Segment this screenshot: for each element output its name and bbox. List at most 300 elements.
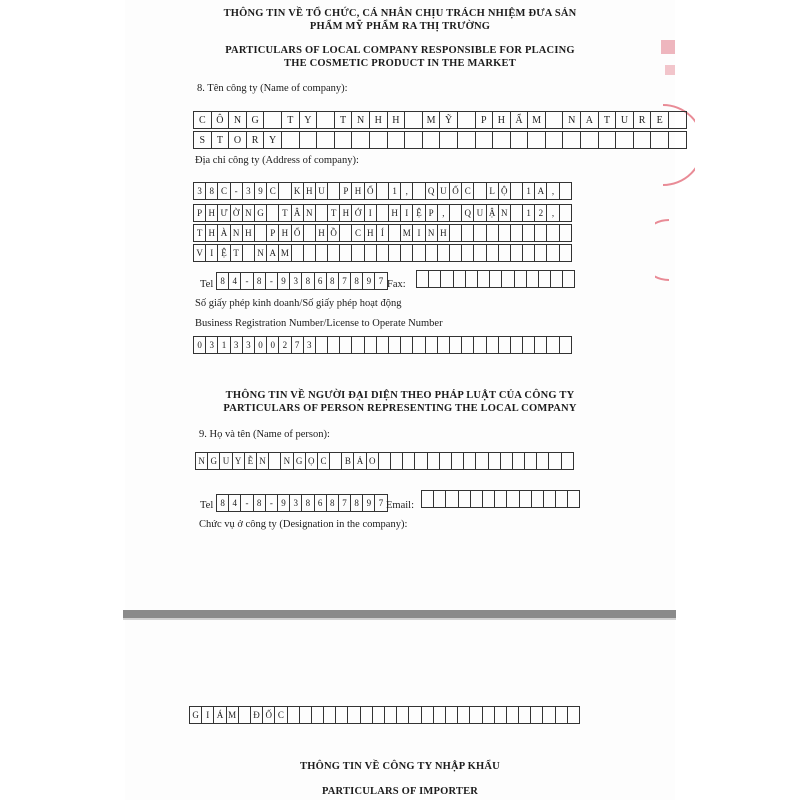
grid-cell [462, 224, 474, 242]
grid-cell: H [243, 224, 255, 242]
grid-cell: U [316, 182, 328, 200]
grid-cell [651, 131, 669, 149]
address-row-1 [193, 182, 572, 200]
grid-cell: I [365, 204, 377, 222]
grid-cell [487, 224, 499, 242]
fax-digits [416, 270, 575, 288]
grid-cell [317, 111, 335, 129]
grid-cell: - [241, 494, 253, 512]
grid-cell [312, 706, 324, 724]
grid-cell [365, 336, 377, 354]
grid-cell: N [196, 452, 208, 470]
grid-cell [459, 490, 471, 508]
grid-cell [373, 706, 385, 724]
license-label-vi: Số giấy phép kinh doanh/Số giấy phép hoạt động [195, 298, 402, 309]
grid-cell [476, 131, 494, 149]
grid-cell: T [194, 224, 206, 242]
grid-cell: 4 [229, 494, 241, 512]
grid-cell [474, 244, 486, 262]
grid-cell [511, 182, 523, 200]
grid-cell: C [462, 182, 474, 200]
grid-cell: Ộ [499, 182, 511, 200]
grid-cell: 8 [351, 494, 363, 512]
grid-cell: U [220, 452, 232, 470]
grid-cell [568, 490, 580, 508]
grid-cell [549, 452, 561, 470]
grid-cell [634, 131, 652, 149]
grid-cell: R [634, 111, 652, 129]
grid-cell: 8 [206, 182, 218, 200]
grid-cell [361, 706, 373, 724]
grid-cell: N [255, 244, 267, 262]
grid-cell [440, 452, 452, 470]
grid-cell [499, 224, 511, 242]
grid-cell [669, 111, 687, 129]
grid-cell: Ố [292, 224, 304, 242]
grid-cell [388, 131, 406, 149]
grid-cell [391, 452, 403, 470]
grid-cell [328, 336, 340, 354]
grid-cell: H [206, 224, 218, 242]
grid-cell: T [282, 111, 300, 129]
grid-cell: T [335, 111, 353, 129]
grid-cell: 9 [363, 494, 375, 512]
grid-cell: T [279, 204, 291, 222]
grid-cell: 4 [229, 272, 241, 290]
grid-cell: Ố [365, 182, 377, 200]
grid-cell: H [493, 111, 511, 129]
grid-cell [563, 131, 581, 149]
grid-cell [495, 706, 507, 724]
grid-cell [487, 336, 499, 354]
grid-cell: Ẩ [511, 111, 529, 129]
grid-cell: , [547, 182, 559, 200]
grid-cell [441, 270, 453, 288]
grid-cell [348, 706, 360, 724]
grid-cell: P [476, 111, 494, 129]
page-divider [123, 610, 676, 618]
grid-cell [544, 490, 556, 508]
grid-cell: 7 [375, 494, 387, 512]
grid-cell [264, 111, 282, 129]
grid-cell [300, 131, 318, 149]
grid-cell [546, 131, 564, 149]
grid-cell [483, 706, 495, 724]
grid-cell: 7 [339, 494, 351, 512]
grid-cell [525, 452, 537, 470]
grid-cell: Đ [251, 706, 263, 724]
grid-cell [527, 270, 539, 288]
grid-cell: Ễ [245, 452, 257, 470]
section-local-title-en-2: THE COSMETIC PRODUCT IN THE MARKET [284, 58, 516, 69]
grid-cell: G [255, 204, 267, 222]
grid-cell: 9 [278, 494, 290, 512]
grid-cell: H [365, 224, 377, 242]
grid-cell [243, 244, 255, 262]
grid-cell: - [266, 494, 278, 512]
grid-cell: H [389, 204, 401, 222]
grid-cell [397, 706, 409, 724]
grid-cell: P [267, 224, 279, 242]
grid-cell: N [426, 224, 438, 242]
grid-cell [535, 336, 547, 354]
grid-cell [487, 244, 499, 262]
grid-cell [490, 270, 502, 288]
grid-cell [377, 244, 389, 262]
grid-cell: G [294, 452, 306, 470]
grid-cell [304, 224, 316, 242]
company-name-row-2 [193, 131, 687, 149]
grid-cell: I [401, 204, 413, 222]
grid-cell: Ố [263, 706, 275, 724]
grid-cell [377, 204, 389, 222]
grid-cell [493, 131, 511, 149]
grid-cell: C [352, 224, 364, 242]
designation-row [189, 706, 580, 724]
grid-cell: M [528, 111, 546, 129]
section-importer-title-en: PARTICULARS OF IMPORTER [321, 786, 479, 797]
section-local-title-en-1: PARTICULARS OF LOCAL COMPANY RESPONSIBLE FOR PLACING [225, 45, 575, 56]
grid-cell [340, 244, 352, 262]
grid-cell [405, 111, 423, 129]
grid-cell [377, 336, 389, 354]
grid-cell: 9 [255, 182, 267, 200]
grid-cell [370, 131, 388, 149]
grid-cell [528, 131, 546, 149]
grid-cell: P [340, 182, 352, 200]
company-name-row-1 [193, 111, 687, 129]
grid-cell [476, 452, 488, 470]
grid-cell: , [547, 204, 559, 222]
grid-cell: P [194, 204, 206, 222]
grid-cell [543, 706, 555, 724]
fax-label: Fax: [387, 279, 406, 290]
grid-cell: Í [377, 224, 389, 242]
license-number-row [193, 336, 572, 354]
designation-label: Chức vụ ở công ty (Designation in the company): [199, 519, 408, 530]
tel-digits [216, 272, 388, 290]
grid-cell: Ố [450, 182, 462, 200]
grid-cell [304, 244, 316, 262]
grid-cell: 1 [523, 182, 535, 200]
grid-cell [474, 336, 486, 354]
grid-cell: 8 [302, 494, 314, 512]
grid-cell: A [267, 244, 279, 262]
grid-cell: K [292, 182, 304, 200]
grid-cell: G [247, 111, 265, 129]
grid-cell: R [247, 131, 265, 149]
grid-cell [269, 452, 281, 470]
grid-cell: 3 [194, 182, 206, 200]
grid-cell [511, 224, 523, 242]
grid-cell [499, 336, 511, 354]
grid-cell [556, 706, 568, 724]
grid-cell [547, 336, 559, 354]
grid-cell [669, 131, 687, 149]
grid-cell [379, 452, 391, 470]
grid-cell: N [563, 111, 581, 129]
grid-cell: N [304, 204, 316, 222]
grid-cell: T [328, 204, 340, 222]
grid-cell: L [487, 182, 499, 200]
grid-cell [403, 452, 415, 470]
grid-cell: Á [214, 706, 226, 724]
grid-cell [316, 204, 328, 222]
grid-cell: 7 [292, 336, 304, 354]
grid-cell: 8 [302, 272, 314, 290]
grid-cell [417, 270, 429, 288]
grid-cell: N [499, 204, 511, 222]
grid-cell [450, 336, 462, 354]
grid-cell [523, 244, 535, 262]
grid-cell: U [474, 204, 486, 222]
grid-cell: G [208, 452, 220, 470]
grid-cell [422, 490, 434, 508]
grid-cell: 3 [290, 272, 302, 290]
grid-cell: 7 [375, 272, 387, 290]
grid-cell [324, 706, 336, 724]
grid-cell: 9 [363, 272, 375, 290]
grid-cell [458, 111, 476, 129]
grid-cell: 7 [339, 272, 351, 290]
grid-cell [519, 706, 531, 724]
grid-cell [537, 452, 549, 470]
grid-cell [483, 490, 495, 508]
grid-cell [413, 244, 425, 262]
grid-cell: 8 [254, 272, 266, 290]
grid-cell [336, 706, 348, 724]
grid-cell: 6 [315, 272, 327, 290]
grid-cell [551, 270, 563, 288]
grid-cell [335, 131, 353, 149]
grid-cell: 3 [231, 336, 243, 354]
grid-cell: Ồ [328, 224, 340, 242]
grid-cell: Ả [354, 452, 366, 470]
grid-cell [422, 706, 434, 724]
grid-cell: 8 [327, 494, 339, 512]
grid-cell: 3 [243, 336, 255, 354]
grid-cell [523, 224, 535, 242]
grid-cell [511, 204, 523, 222]
grid-cell [423, 131, 441, 149]
grid-cell [560, 182, 572, 200]
grid-cell [377, 182, 389, 200]
grid-cell [413, 336, 425, 354]
grid-cell: Ớ [352, 204, 364, 222]
grid-cell [429, 270, 441, 288]
grid-cell: H [370, 111, 388, 129]
grid-cell [547, 224, 559, 242]
grid-cell [426, 244, 438, 262]
grid-cell [279, 182, 291, 200]
grid-cell [531, 706, 543, 724]
grid-cell: 3 [304, 336, 316, 354]
grid-cell: Ệ [218, 244, 230, 262]
grid-cell: 1 [523, 204, 535, 222]
grid-cell: T [599, 111, 617, 129]
grid-cell [462, 244, 474, 262]
grid-cell [474, 182, 486, 200]
grid-cell [462, 336, 474, 354]
grid-cell: M [423, 111, 441, 129]
grid-cell: - [266, 272, 278, 290]
grid-cell: H [279, 224, 291, 242]
grid-cell [560, 204, 572, 222]
grid-cell: , [401, 182, 413, 200]
grid-cell: C [267, 182, 279, 200]
grid-cell [340, 224, 352, 242]
company-name-label: 8. Tên công ty (Name of company): [197, 83, 348, 94]
grid-cell: Â [292, 204, 304, 222]
grid-cell [499, 244, 511, 262]
grid-cell [426, 336, 438, 354]
grid-cell [389, 224, 401, 242]
grid-cell: Y [300, 111, 318, 129]
person-tel-digits [216, 494, 388, 512]
grid-cell: T [212, 131, 230, 149]
grid-cell: P [426, 204, 438, 222]
grid-cell: - [241, 272, 253, 290]
grid-cell [405, 131, 423, 149]
grid-cell: H [388, 111, 406, 129]
grid-cell [409, 706, 421, 724]
grid-cell: Y [264, 131, 282, 149]
grid-cell [352, 336, 364, 354]
grid-cell: A [581, 111, 599, 129]
grid-cell [389, 244, 401, 262]
grid-cell: N [281, 452, 293, 470]
grid-cell [478, 270, 490, 288]
grid-cell [288, 706, 300, 724]
grid-cell [330, 452, 342, 470]
address-row-3 [193, 224, 572, 242]
address-label: Địa chỉ công ty (Address of company): [195, 155, 359, 166]
grid-cell: Ô [212, 111, 230, 129]
grid-cell [328, 244, 340, 262]
grid-cell [316, 336, 328, 354]
grid-cell [616, 131, 634, 149]
grid-cell: N [352, 111, 370, 129]
grid-cell: N [243, 204, 255, 222]
grid-cell: M [279, 244, 291, 262]
grid-cell: Q [462, 204, 474, 222]
grid-cell: Ỹ [440, 111, 458, 129]
grid-cell: 9 [278, 272, 290, 290]
grid-cell: I [206, 244, 218, 262]
grid-cell: B [342, 452, 354, 470]
grid-cell: Y [233, 452, 245, 470]
grid-cell: V [194, 244, 206, 262]
grid-cell [489, 452, 501, 470]
grid-cell [515, 270, 527, 288]
grid-cell: Ậ [487, 204, 499, 222]
grid-cell [560, 224, 572, 242]
grid-cell [471, 490, 483, 508]
grid-cell: N [257, 452, 269, 470]
grid-cell [239, 706, 251, 724]
grid-cell [317, 131, 335, 149]
grid-cell: C [318, 452, 330, 470]
grid-cell [458, 706, 470, 724]
grid-cell: 8 [351, 272, 363, 290]
grid-cell [267, 204, 279, 222]
grid-cell [523, 336, 535, 354]
grid-cell [452, 452, 464, 470]
grid-cell [440, 131, 458, 149]
grid-cell [520, 490, 532, 508]
grid-cell [446, 490, 458, 508]
grid-cell: I [413, 224, 425, 242]
grid-cell [365, 244, 377, 262]
grid-cell: 8 [327, 272, 339, 290]
grid-cell [568, 706, 580, 724]
grid-cell [413, 182, 425, 200]
grid-cell [352, 131, 370, 149]
grid-cell: N [231, 224, 243, 242]
grid-cell [328, 182, 340, 200]
grid-cell: 0 [194, 336, 206, 354]
grid-cell [352, 244, 364, 262]
grid-cell: G [190, 706, 202, 724]
grid-cell: U [438, 182, 450, 200]
grid-cell: M [401, 224, 413, 242]
grid-cell [428, 452, 440, 470]
grid-cell [495, 490, 507, 508]
person-name-label: 9. Họ và tên (Name of person): [199, 429, 330, 440]
grid-cell [464, 452, 476, 470]
grid-cell [450, 224, 462, 242]
grid-cell: O [367, 452, 379, 470]
grid-cell: M [227, 706, 239, 724]
grid-cell [340, 336, 352, 354]
grid-cell: 2 [535, 204, 547, 222]
page-divider-shadow [123, 618, 676, 620]
grid-cell [513, 452, 525, 470]
grid-cell [466, 270, 478, 288]
grid-cell [556, 490, 568, 508]
grid-cell [282, 131, 300, 149]
grid-cell [563, 270, 575, 288]
grid-cell [581, 131, 599, 149]
grid-cell: H [352, 182, 364, 200]
grid-cell: E [651, 111, 669, 129]
grid-cell [546, 111, 564, 129]
grid-cell [511, 336, 523, 354]
tel-label: Tel [200, 279, 214, 290]
grid-cell: , [438, 204, 450, 222]
grid-cell [255, 224, 267, 242]
person-tel-label: Tel [200, 500, 214, 511]
section-person-title-en: PARTICULARS OF PERSON REPRESENTING THE LOCAL COMPANY [223, 403, 577, 414]
grid-cell [434, 490, 446, 508]
grid-cell: A [535, 182, 547, 200]
grid-cell [415, 452, 427, 470]
grid-cell [401, 336, 413, 354]
grid-cell: 3 [206, 336, 218, 354]
grid-cell: 8 [217, 494, 229, 512]
address-row-4 [193, 244, 572, 262]
grid-cell: 0 [255, 336, 267, 354]
grid-cell [434, 706, 446, 724]
grid-cell: H [304, 182, 316, 200]
grid-cell [470, 706, 482, 724]
grid-cell [599, 131, 617, 149]
person-name-row [195, 452, 574, 470]
grid-cell: 8 [254, 494, 266, 512]
section-importer-title-vi: THÔNG TIN VỀ CÔNG TY NHẬP KHẨU [300, 761, 500, 772]
grid-cell [300, 706, 312, 724]
email-label: Email: [386, 500, 414, 511]
